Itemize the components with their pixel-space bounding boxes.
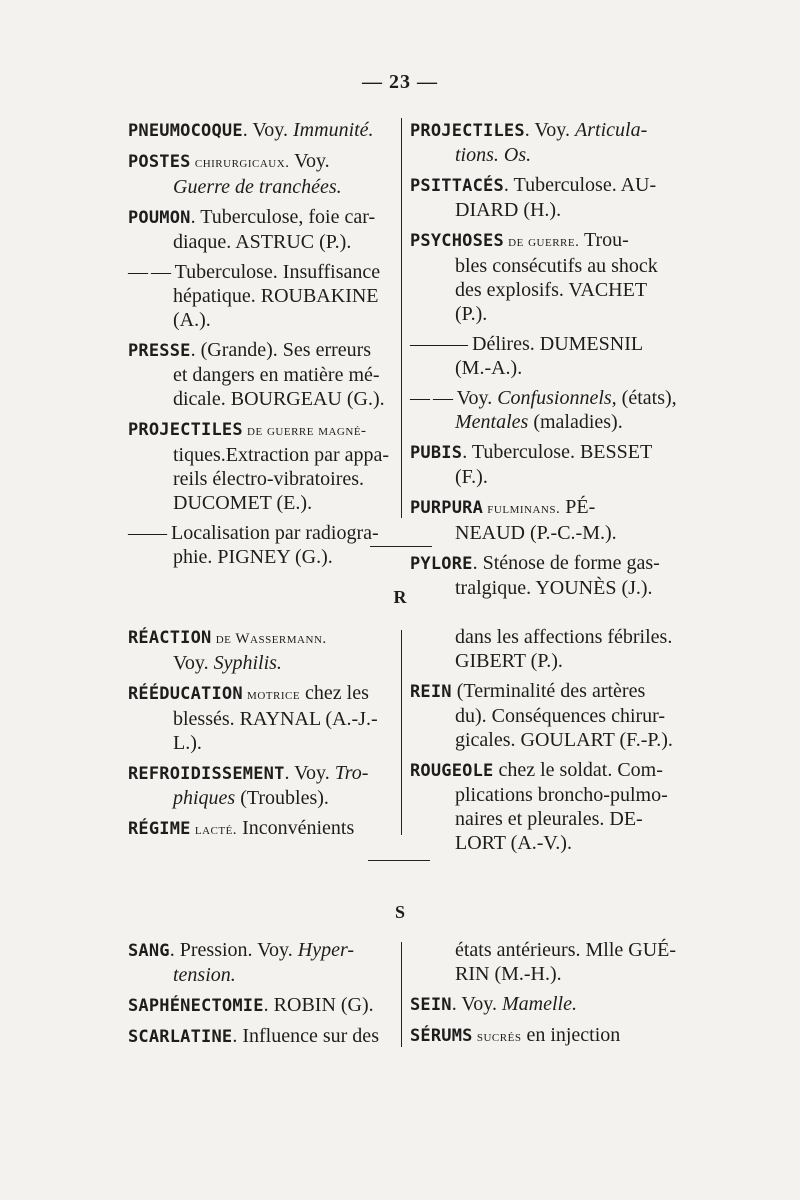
- entry-italic: phiques: [173, 787, 236, 809]
- entry-heading: SEIN: [410, 995, 452, 1015]
- entry-heading: PSYCHOSES: [410, 231, 504, 251]
- index-entry: [128, 521, 396, 569]
- index-entry: [410, 440, 680, 489]
- entry-italic: Hyper-: [297, 939, 354, 961]
- entry-heading: SÉRUMS: [410, 1026, 473, 1046]
- entry-heading: RÉACTION: [128, 628, 212, 648]
- entry-dash: ———: [410, 333, 467, 355]
- index-entry: [410, 173, 680, 222]
- entry-text: dicale. BOURGEAU (G.).: [173, 388, 385, 410]
- index-entry: [128, 118, 396, 143]
- entry-text: . ROBIN (G).: [263, 994, 374, 1016]
- section-letter-s: S: [394, 902, 405, 922]
- entry-text: Voy.: [173, 652, 214, 674]
- entry-text: et dangers en matière mé-: [173, 364, 380, 386]
- entry-text: GIBERT (P.).: [455, 650, 563, 672]
- entry-heading: PROJECTILES: [128, 420, 243, 440]
- entry-italic: Syphilis.: [213, 652, 282, 674]
- section-letter-r: R: [393, 587, 407, 607]
- entry-text: gicales. GOULART (F.-P.).: [455, 729, 673, 751]
- entry-text: des explosifs. VACHET: [455, 279, 648, 301]
- entry-text: DIARD (H.).: [455, 199, 562, 221]
- entry-text: NEAUD (P.-C.-M.).: [455, 522, 617, 544]
- entry-text: plications broncho-pulmo-: [455, 784, 668, 806]
- entry-smallcaps: motrice: [242, 687, 301, 703]
- index-entry: [128, 625, 396, 675]
- entry-italic: Guerre de tranchées.: [173, 176, 342, 198]
- index-entry-continued: [410, 625, 680, 673]
- entry-text: diaque. ASTRUC (P.).: [173, 231, 352, 253]
- entry-heading: RÉGIME: [128, 819, 191, 839]
- entry-text: DUCOMET (E.).: [173, 492, 313, 514]
- entry-text: LORT (A.-V.).: [455, 832, 572, 854]
- entry-heading: PURPURA: [410, 498, 484, 518]
- entry-italic: Tro-: [334, 762, 369, 784]
- entry-italic: Mentales: [455, 411, 529, 433]
- entry-heading: REIN: [410, 682, 452, 702]
- index-entry: [410, 118, 680, 167]
- entry-text: . Tuberculose. AU-: [503, 174, 657, 196]
- entry-text: (Troubles).: [235, 787, 329, 809]
- entry-text: états antérieurs. Mlle GUÉ-: [455, 939, 677, 961]
- column-divider: [401, 630, 402, 835]
- entry-text: (états),: [616, 387, 677, 409]
- entry-text: (P.).: [455, 303, 488, 325]
- entry-text: Délires. DUMESNIL: [467, 333, 644, 355]
- entry-text: Inconvénients: [237, 817, 355, 839]
- index-entry: [128, 1024, 396, 1049]
- entry-text: (F.).: [455, 466, 488, 488]
- entry-text: chez les: [300, 682, 369, 704]
- entry-text: Localisation par radiogra-: [166, 522, 379, 544]
- entry-heading: PRESSE: [128, 341, 191, 361]
- entry-text: du). Conséquences chirur-: [455, 705, 666, 727]
- entry-text: . Influence sur des: [232, 1025, 379, 1047]
- entry-text: Voy.: [452, 387, 498, 409]
- entry-italic: Mamelle.: [501, 993, 577, 1015]
- entry-text: hépatique. ROUBAKINE: [173, 285, 379, 307]
- entry-smallcaps: fulminans.: [483, 501, 561, 517]
- entry-text: en injection: [521, 1024, 621, 1046]
- index-entry: [410, 332, 680, 380]
- entry-text: dans les affections fébriles.: [455, 626, 673, 648]
- entry-smallcaps: de Wassermann.: [211, 631, 327, 647]
- entry-text: bles consécutifs au shock: [455, 255, 658, 277]
- entry-text: Voy.: [289, 150, 330, 172]
- index-entry: [410, 495, 680, 545]
- entry-dash: ——: [128, 522, 166, 544]
- entry-text: . Tuberculose. BESSET: [462, 441, 653, 463]
- entry-text: chez le soldat. Com-: [493, 759, 663, 781]
- entry-text: reils électro-vibratoires.: [173, 468, 365, 490]
- index-entry: [410, 1023, 680, 1049]
- index-entry: [410, 386, 680, 434]
- left-column-s: [128, 938, 396, 1055]
- entry-text: . Voy.: [451, 993, 502, 1015]
- index-entry: [128, 260, 396, 332]
- entry-dash: — —: [410, 387, 452, 409]
- entry-smallcaps: de guerre magné-: [242, 423, 367, 439]
- entry-text: (maladies).: [528, 411, 623, 433]
- entry-text: (A.).: [173, 309, 211, 331]
- right-column-p: [410, 118, 680, 606]
- column-divider: [401, 118, 402, 518]
- right-column-s: [410, 938, 680, 1055]
- entry-dash: — —: [128, 261, 170, 283]
- entry-text: Trou-: [579, 229, 629, 251]
- left-column-p: [128, 118, 396, 575]
- index-entry: [128, 149, 396, 199]
- entry-text: blessés. RAYNAL (A.-J.-: [173, 708, 378, 730]
- entry-smallcaps: de guerre.: [503, 234, 580, 250]
- index-entry: [128, 205, 396, 254]
- left-column-r: [128, 625, 396, 848]
- index-entry: [128, 816, 396, 842]
- entry-italic: Immunité.: [293, 119, 374, 141]
- entry-text: . Voy.: [524, 119, 576, 141]
- entry-smallcaps: lacté.: [190, 822, 238, 838]
- section-rule: [370, 546, 432, 547]
- entry-heading: ROUGEOLE: [410, 761, 494, 781]
- entry-text: tralgique. YOUNÈS (J.).: [455, 577, 653, 599]
- entry-heading: SAPHÉNECTOMIE: [128, 996, 264, 1016]
- entry-heading: POUMON: [128, 208, 191, 228]
- page-number: — 23 —: [362, 71, 438, 93]
- entry-text: . Voy.: [284, 762, 335, 784]
- entry-text: phie. PIGNEY (G.).: [173, 546, 333, 568]
- entry-text: L.).: [173, 732, 202, 754]
- entry-smallcaps: sucrés: [472, 1029, 522, 1045]
- entry-heading: POSTES: [128, 152, 191, 172]
- index-entry: [410, 758, 680, 855]
- entry-smallcaps: chirurgicaux.: [190, 155, 290, 171]
- index-entry-continued: [410, 938, 680, 986]
- entry-italic: Confusionnels,: [497, 387, 617, 409]
- index-entry: [128, 938, 396, 987]
- entry-text: (Terminalité des artères: [451, 680, 646, 702]
- index-entry: [128, 993, 396, 1018]
- index-entry: [410, 228, 680, 326]
- right-column-r: [410, 625, 680, 861]
- index-entry: [410, 992, 680, 1017]
- entry-italic: tension.: [173, 964, 236, 986]
- entry-heading: PSITTACÉS: [410, 176, 504, 196]
- entry-heading: PYLORE: [410, 554, 473, 574]
- index-entry: [128, 417, 396, 515]
- entry-heading: RÉÉDUCATION: [128, 684, 243, 704]
- entry-heading: PUBIS: [410, 443, 463, 463]
- entry-italic: Articula-: [575, 119, 648, 141]
- entry-text: . Pression. Voy.: [169, 939, 298, 961]
- entry-heading: SANG: [128, 941, 170, 961]
- entry-italic: tions. Os.: [455, 144, 532, 166]
- entry-text: . (Grande). Ses erreurs: [190, 339, 372, 361]
- entry-text: Tuberculose. Insuffisance: [170, 261, 381, 283]
- entry-text: tiques.Extraction par appa-: [173, 444, 390, 466]
- section-rule: [368, 860, 430, 861]
- entry-heading: REFROIDISSEMENT: [128, 764, 285, 784]
- entry-text: naires et pleurales. DE-: [455, 808, 643, 830]
- index-entry: [410, 679, 680, 752]
- index-entry: [128, 338, 396, 411]
- index-entry: [128, 681, 396, 755]
- entry-heading: SCARLATINE: [128, 1027, 233, 1047]
- index-entry: [128, 761, 396, 810]
- entry-text: . Voy.: [242, 119, 294, 141]
- entry-text: (M.-A.).: [455, 357, 523, 379]
- column-divider: [401, 942, 402, 1047]
- entry-text: PÉ-: [560, 496, 596, 518]
- entry-heading: PNEUMOCOQUE: [128, 121, 243, 141]
- entry-heading: PROJECTILES: [410, 121, 525, 141]
- entry-text: RIN (M.-H.).: [455, 963, 562, 985]
- entry-text: . Tuberculose, foie car-: [190, 206, 376, 228]
- entry-text: . Sténose de forme gas-: [472, 552, 660, 574]
